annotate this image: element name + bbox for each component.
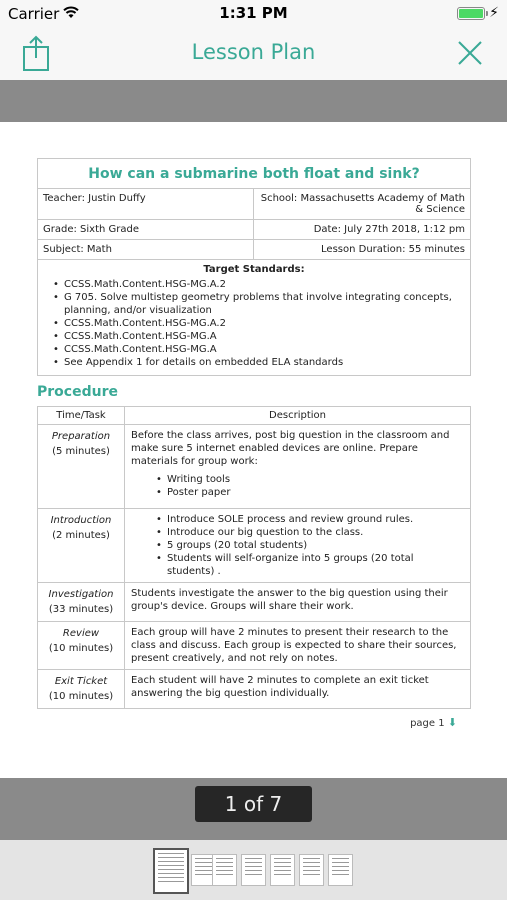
table-row [38,509,471,583]
viewer-top-band [0,80,507,122]
task-description: Students investigate the answer to the big question using their group's device. Groups will share their work. [125,583,471,622]
list-item: • 5 groups (20 total students) [167,539,464,552]
standard-item: • CCSS.Math.Content.HSG-MG.A.2 [64,317,462,330]
page-thumbnail[interactable] [241,854,266,886]
page-footer [410,716,457,729]
info-row [38,189,470,220]
info-row [38,240,470,260]
standard-item: • CCSS.Math.Content.HSG-MG.A [64,330,462,343]
document-title: How can a submarine both float and sink? [38,159,470,189]
nav-bar [0,28,507,80]
task-time: (5 minutes) [52,446,110,457]
status-bar [0,0,507,28]
column-header: Time/Task [38,407,125,425]
table-row [38,425,471,509]
task-description: Each student will have 2 minutes to complete an exit ticket answering the big question individually. [125,670,471,709]
task-description: Before the class arrives, post big question in the classroom and make sure 5 internet enabled devices are online. Prepare materials for group work: [131,430,450,467]
table-row [38,622,471,670]
subject-cell: Subject: Math [38,240,254,259]
header-box [37,158,471,376]
task-name: Investigation [48,589,114,600]
sole-logo-icon: ⬇ [447,716,457,729]
battery-icon [457,7,485,20]
date-cell: Date: July 27th 2018, 1:12 pm [313,224,465,235]
list-item: • Students will self-organize into 5 groups (20 total students) . [167,552,464,578]
page-thumbnail-selected[interactable] [153,848,189,894]
page-thumbnail[interactable] [299,854,324,886]
page-number-label: page 1 [410,718,445,729]
list-item: • Writing tools [167,473,464,486]
page-title: Lesson Plan [191,40,316,64]
procedure-table [37,406,471,709]
list-item: • Introduce SOLE process and review ground rules. [167,513,464,526]
teacher-cell: Teacher: Justin Duffy [38,189,254,219]
grade-cell: Grade: Sixth Grade [38,220,254,239]
list-item: • Introduce our big question to the class. [167,526,464,539]
carrier-label: Carrier [8,5,60,23]
close-icon[interactable] [457,40,483,66]
task-name: Introduction [50,515,112,526]
task-time: (33 minutes) [48,604,114,615]
page-indicator: 1 of 7 [195,786,312,822]
standard-item: • CCSS.Math.Content.HSG-MG.A.2 [64,278,462,291]
intro-list [131,513,464,578]
lesson-plan-document [37,158,471,709]
duration-cell: Lesson Duration: 55 minutes [321,244,465,255]
clock: 1:31 PM [219,4,288,22]
task-time: (2 minutes) [52,530,110,541]
table-row [38,670,471,709]
info-row [38,220,470,240]
table-header-row [38,407,471,425]
task-name: Preparation [51,431,111,442]
column-header: Description [125,407,471,425]
page-thumbnail[interactable] [212,854,237,886]
task-time: (10 minutes) [48,691,114,702]
task-name: Exit Ticket [54,676,108,687]
standards-heading: Target Standards: [203,264,305,275]
standards-list [38,278,470,375]
procedure-heading: Procedure [37,384,118,400]
list-item: • Poster paper [167,486,464,499]
standard-item: • G 705. Solve multistep geometry problems that involve integrating concepts, planning, and/or visualization [64,291,462,317]
table-row [38,583,471,622]
standard-item: • CCSS.Math.Content.HSG-MG.A [64,343,462,356]
task-name: Review [62,628,100,639]
page-thumbnail[interactable] [328,854,353,886]
charging-icon: ⚡ [489,5,499,21]
materials-list [131,473,464,499]
standard-item: • See Appendix 1 for details on embedded ELA standards [64,356,462,369]
task-time: (10 minutes) [48,643,114,654]
school-cell: School: Massachusetts Academy of Math & Science [260,193,465,215]
page-thumbnail[interactable] [270,854,295,886]
task-description: Each group will have 2 minutes to present their research to the class and discuss. Each group is expected to share their sources, present creatively, and not rely on notes. [125,622,471,670]
